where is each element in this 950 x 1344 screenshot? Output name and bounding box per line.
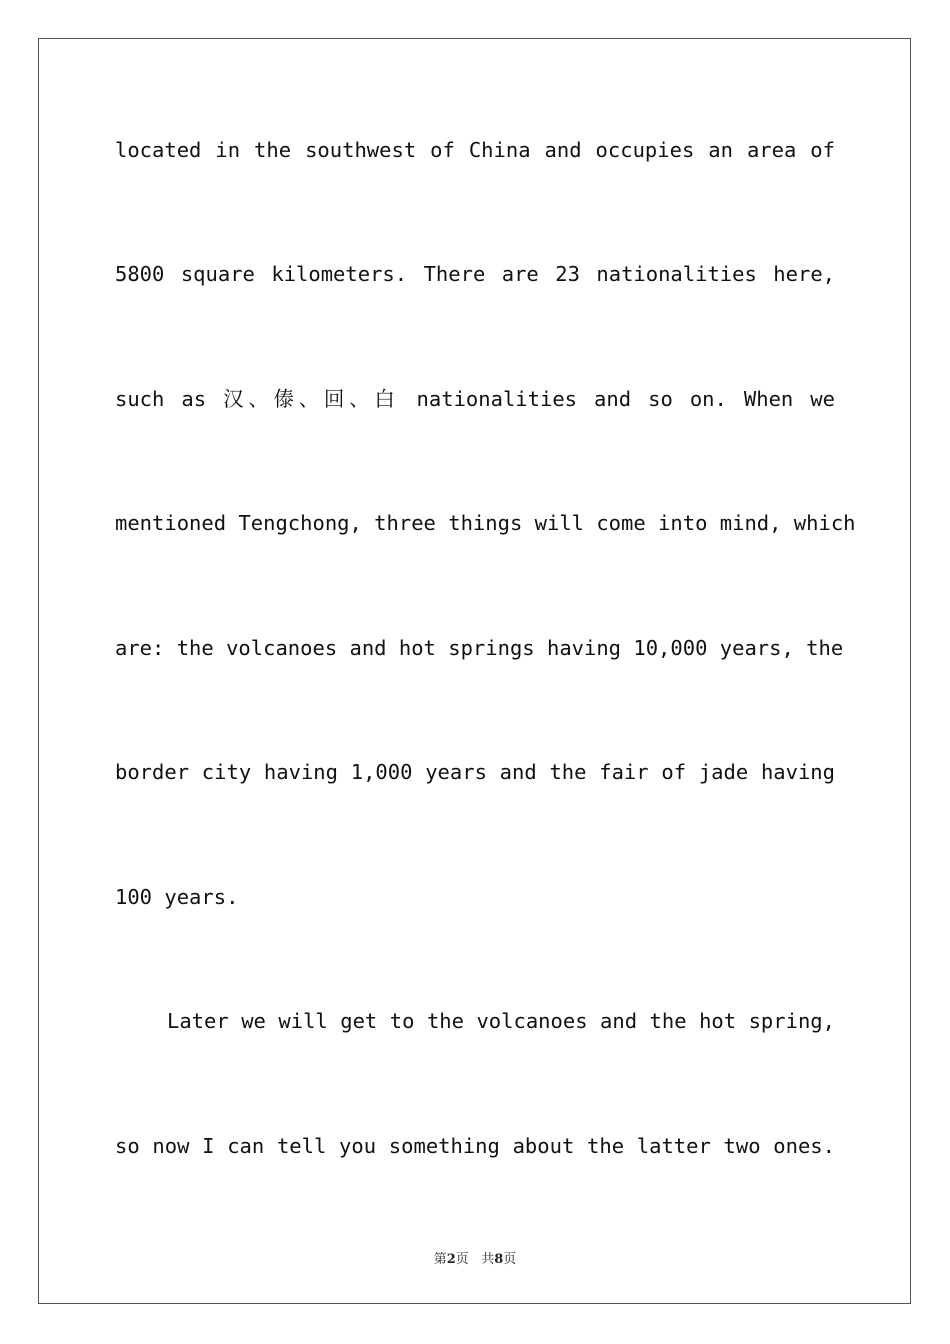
- text-line: border city having 1,000 years and the fair of jade having: [115, 760, 835, 784]
- text-line: 100 years.: [115, 885, 239, 909]
- text-line: located in the southwest of China and occupies an area of: [115, 138, 835, 162]
- page-footer: [0, 1248, 950, 1267]
- text-line: 5800 square kilometers. There are 23 nationalities here,: [115, 262, 835, 286]
- page-current-number: 2: [446, 1252, 456, 1267]
- page-suffix: 页: [455, 1252, 469, 1267]
- text-line: are: the volcanoes and hot springs having 10,000 years, the: [115, 636, 844, 660]
- text-line: such as 汉、傣、回、白 nationalities and so on. When we: [115, 387, 835, 411]
- page-prefix: 第: [433, 1252, 447, 1267]
- text-line: mentioned Tengchong, three things will come into mind, which: [115, 511, 856, 535]
- total-prefix: 共: [481, 1252, 495, 1267]
- total-suffix: 页: [503, 1252, 517, 1267]
- text-line: so now I can tell you something about the latter two ones.: [115, 1134, 835, 1158]
- page-frame: [38, 38, 911, 1304]
- page-total-number: 8: [494, 1252, 504, 1267]
- text-line: Later we will get to the volcanoes and the hot spring,: [167, 1009, 835, 1033]
